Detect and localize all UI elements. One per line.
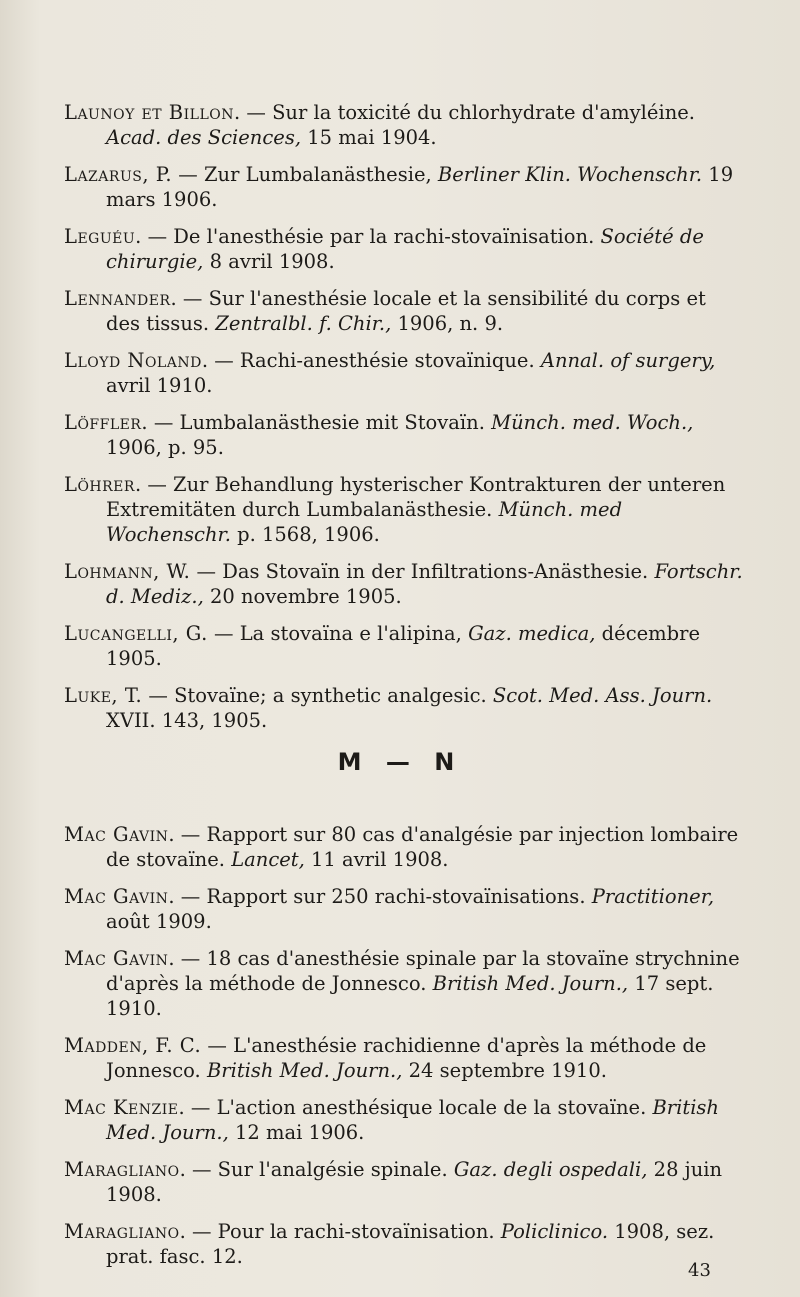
reference-author: Leguéu — [64, 225, 136, 248]
reference-title: . — Pour la rachi-stovaïnisation. — [179, 1220, 501, 1243]
reference-details: 1908, sez. prat. fasc. 12. — [106, 1220, 715, 1268]
reference-entry — [64, 1095, 744, 1145]
reference-entry — [64, 1219, 744, 1269]
reference-author: Mac Gavin — [64, 885, 169, 908]
reference-journal: Scot. Med. Ass. Journ. — [492, 684, 713, 707]
page-number: 43 — [688, 1260, 711, 1281]
reference-entry — [64, 224, 744, 274]
reference-title: — Das Stovaïn in der Infiltrations-Anästhesie. — [190, 560, 655, 583]
reference-details: 12 mai 1906. — [228, 1121, 365, 1144]
reference-list-l — [64, 100, 744, 745]
reference-title: . — Sur l'anesthésie locale et la sensibilité du corps et des tissus. — [106, 287, 706, 335]
reference-entry — [64, 162, 744, 212]
reference-author: Mac Gavin — [64, 947, 169, 970]
reference-title: — La stovaïna e l'alipina, — [207, 622, 469, 645]
reference-title: . — 18 cas d'anesthésie spinale par la stovaïne strychnine d'après la méthode de Jonnesco. — [106, 947, 740, 995]
reference-author: Launoy et Billon — [64, 101, 234, 124]
reference-details: 24 septembre 1910. — [402, 1059, 607, 1082]
reference-journal: British Med. Journ., — [106, 1096, 719, 1144]
reference-author: Lazarus, P. — [64, 163, 173, 186]
reference-details: p. 1568, 1906. — [230, 523, 380, 546]
reference-details: XVII. 143, 1905. — [106, 709, 268, 732]
reference-title: . — Sur l'analgésie spinale. — [179, 1158, 454, 1181]
reference-journal: Zentralbl. f. Chir., — [215, 312, 392, 335]
reference-author: Mac Gavin — [64, 823, 169, 846]
reference-entry — [64, 1157, 744, 1207]
reference-entry — [64, 348, 744, 398]
reference-details: août 1909. — [106, 910, 212, 933]
reference-journal: Münch. med Wochenschr. — [106, 498, 623, 546]
reference-journal: Société de chirurgie, — [106, 225, 704, 273]
reference-title: . — Rapport sur 80 cas d'analgésie par injection lombaire de stovaïne. — [106, 823, 739, 871]
reference-journal: Lancet, — [231, 848, 305, 871]
reference-title: — Stovaïne; a synthetic analgesic. — [142, 684, 493, 707]
reference-journal: Policlinico. — [500, 1220, 609, 1243]
reference-entry — [64, 559, 744, 609]
reference-journal: Berliner Klin. Wochenschr. — [437, 163, 703, 186]
reference-author: Maragliano — [64, 1220, 180, 1243]
reference-author: Lohmann, W. — [64, 560, 191, 583]
reference-details: 28 juin 1908. — [106, 1158, 723, 1206]
reference-author: Maragliano — [64, 1158, 180, 1181]
reference-title: . — Zur Behandlung hysterischer Kontrakturen der unteren Extremitäten durch Lumbalanästhesie. — [106, 473, 726, 521]
reference-journal: British Med. Journ., — [206, 1059, 403, 1082]
reference-entry — [64, 100, 744, 150]
section-heading: M — N — [337, 748, 463, 776]
reference-journal: Annal. of surgery, — [540, 349, 716, 372]
reference-journal: Practitioner, — [591, 885, 715, 908]
reference-details: avril 1910. — [106, 374, 213, 397]
reference-journal: Fortschr. d. Mediz., — [106, 560, 743, 608]
reference-title: — L'anesthésie rachidienne d'après la méthode de Jonnesco. — [106, 1034, 707, 1082]
reference-title: . — Lumbalanästhesie mit Stovaïn. — [141, 411, 492, 434]
reference-details: 19 mars 1906. — [106, 163, 734, 211]
reference-title: . — De l'anesthésie par la rachi-stovaïnisation. — [135, 225, 601, 248]
reference-journal: Gaz. medica, — [468, 622, 596, 645]
reference-journal: Acad. des Sciences, — [106, 126, 302, 149]
reference-author: Lennander — [64, 287, 171, 310]
reference-author: Mac Kenzie — [64, 1096, 179, 1119]
reference-author: Lloyd Noland — [64, 349, 202, 372]
reference-details: 15 mai 1904. — [301, 126, 437, 149]
reference-journal: Gaz. degli ospedali, — [453, 1158, 648, 1181]
reference-entry — [64, 1033, 744, 1083]
reference-journal: Münch. med. Woch., — [491, 411, 694, 434]
reference-title: . — L'action anesthésique locale de la stovaïne. — [178, 1096, 653, 1119]
reference-title: . — Sur la toxicité du chlorhydrate d'amyléine. — [233, 101, 695, 124]
reference-author: Lucangelli, G. — [64, 622, 208, 645]
reference-entry — [64, 472, 744, 547]
reference-entry — [64, 822, 744, 872]
reference-author: Löhrer — [64, 473, 135, 496]
reference-details: 1906, p. 95. — [106, 436, 224, 459]
reference-entry — [64, 286, 744, 336]
reference-entry — [64, 683, 744, 733]
reference-entry — [64, 621, 744, 671]
reference-author: Löffler — [64, 411, 142, 434]
reference-entry — [64, 884, 744, 934]
reference-author: Madden, F. C. — [64, 1034, 202, 1057]
reference-title: . — Rapport sur 250 rachi-stovaïnisations. — [168, 885, 592, 908]
reference-details: 20 novembre 1905. — [203, 585, 402, 608]
reference-details: 1906, n. 9. — [391, 312, 504, 335]
reference-details: 17 sept. 1910. — [106, 972, 714, 1020]
reference-title: . — Rachi-anesthésie stovaïnique. — [201, 349, 541, 372]
reference-author: Luke, T. — [64, 684, 143, 707]
reference-entry — [64, 410, 744, 460]
reference-entry — [64, 946, 744, 1021]
reference-journal: British Med. Journ., — [432, 972, 629, 995]
reference-details: 8 avril 1908. — [203, 250, 335, 273]
reference-title: — Zur Lumbalanästhesie, — [172, 163, 438, 186]
reference-details: 11 avril 1908. — [304, 848, 449, 871]
reference-list-m-n — [64, 822, 744, 1281]
reference-details: décembre 1905. — [106, 622, 700, 670]
